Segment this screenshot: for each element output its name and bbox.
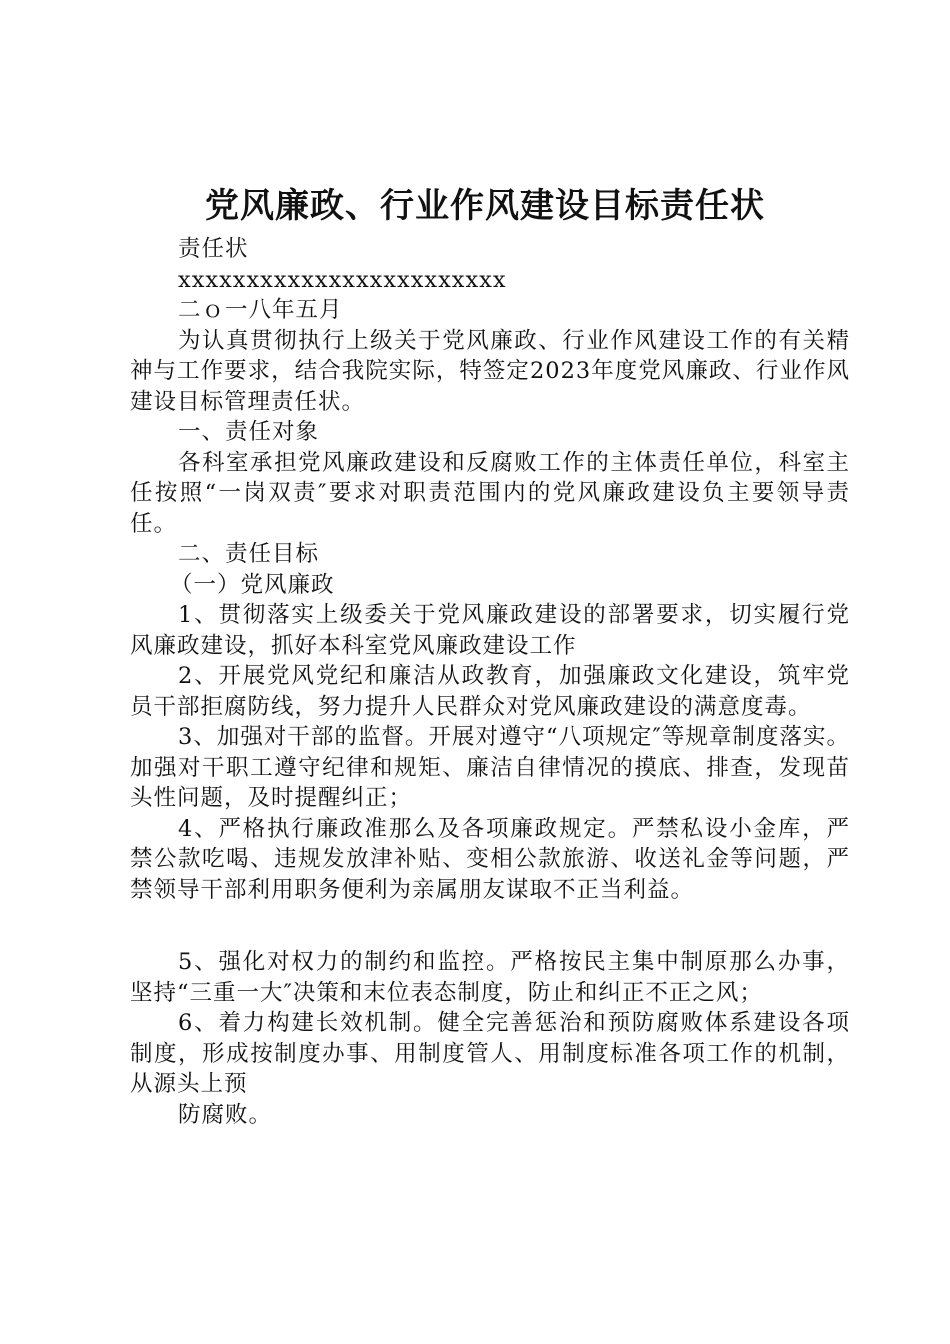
list-item: 3、加强对干部的监督。开展对遵守“八项规定″等规章制度落实。加强对干职工遵守纪律和规矩、廉洁自律情况的摸底、排查，发现苗头性问题，及时提醒纠正； (130, 724, 850, 811)
paragraph-recipient: xxxxxxxxxxxxxxxxxxxxxxxx (178, 266, 507, 293)
list-item: 5、强化对权力的制约和监控。严格按民主集中制原那么办事，坚持“三重一大″决策和末位表态制度，防止和纠正不正之风； (130, 949, 850, 1006)
paragraph-date: 二ｏ一八年五月 (178, 297, 343, 323)
paragraph-spacer (130, 905, 850, 947)
section-heading-responsibility-goal: 二、责任目标 (178, 541, 320, 567)
paragraph-intro: 为认真贯彻执行上级关于党风廉政、行业作风建设工作的有关精神与工作要求，结合我院实际，特签定2023年度党风廉政、行业作风建设目标管理责任状。 (130, 327, 850, 415)
list-item: 2、开展党风党纪和廉洁从政教育，加强廉政文化建设，筑牢党员干部拒腐防线，努力提升人民群众对党风廉政建设的满意度毒。 (130, 663, 850, 720)
list-item: 1、贯彻落实上级委关于党风廉政建设的部署要求，切实履行党风廉政建设，抓好本科室党风廉政建设工作 (130, 602, 850, 659)
paragraph-continuation: 防腐败。 (178, 1101, 273, 1128)
subsection-heading-party-integrity: （一）党风廉政 (170, 571, 335, 598)
paragraph-heading-label: 责任状 (178, 236, 249, 262)
document-title: 党风廉政、行业作风建设目标责任状 (205, 186, 765, 226)
paragraph-responsibility-object: 各科室承担党风廉政建设和反腐败工作的主体责任单位，科室主任按照“一岗双责″要求对职责范围内的党风廉政建设负主要领导责任。 (130, 449, 850, 537)
list-item: 4、严格执行廉政准那么及各项廉政规定。严禁私设小金库，严禁公款吃喝、违规发放津补贴、变相公款旅游、收送礼金等问题，严禁领导干部利用职务便利为亲属朋友谋取不正当利益。 (130, 815, 850, 903)
list-item: 6、着力构建长效机制。健全完善惩治和预防腐败体系建设各项制度，形成按制度办事、用制度管人、用制度标准各项工作的机制，从源头上预 (130, 1010, 850, 1097)
section-heading-responsibility-object: 一、责任对象 (178, 419, 320, 445)
